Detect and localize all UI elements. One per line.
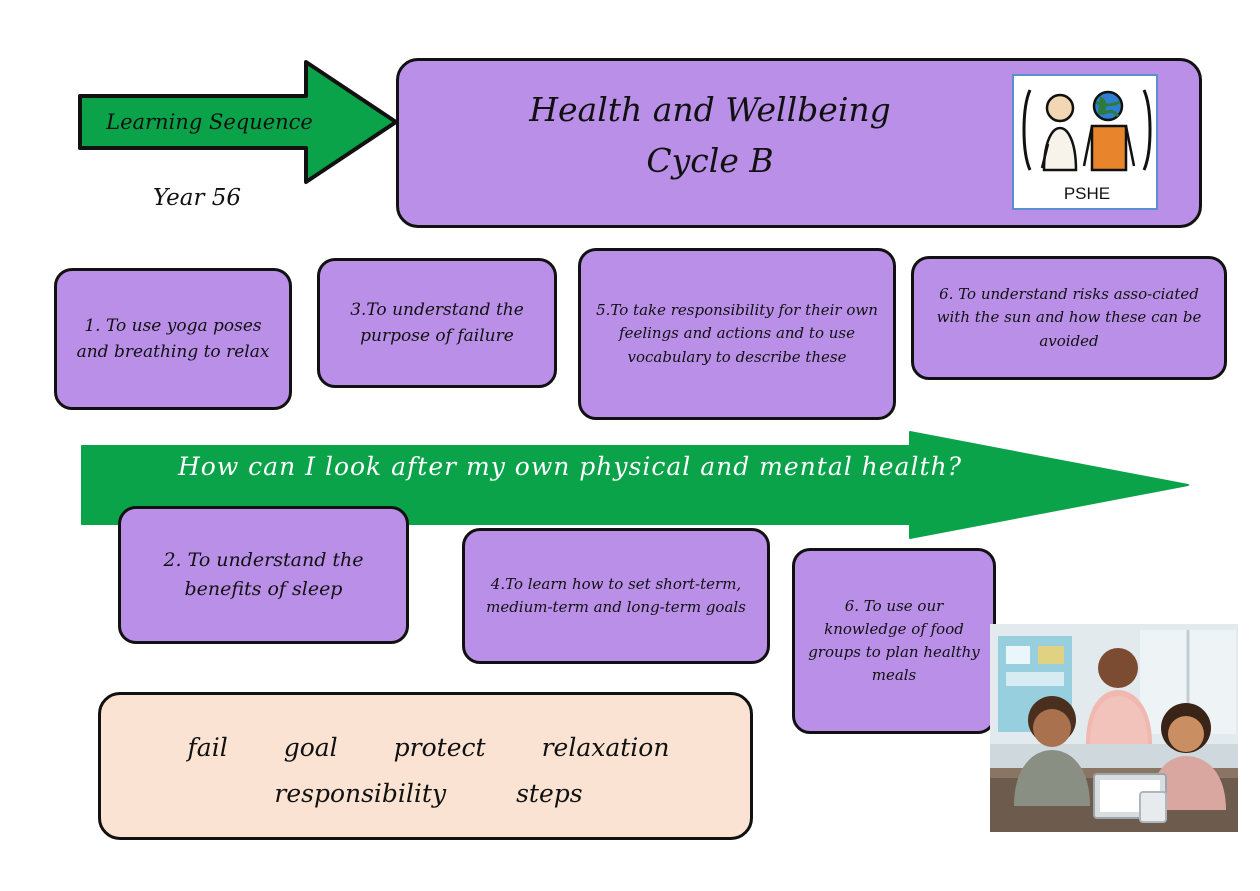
year-label: Year 56: [152, 185, 242, 211]
step-card-3: 3.To understand the purpose of failure: [317, 258, 557, 388]
vocab-word: goal: [283, 733, 338, 762]
pshe-badge-caption: PSHE: [1063, 184, 1111, 203]
pshe-person-globe-icon: [1014, 82, 1160, 178]
step-card-2: 2. To understand the benefits of sleep: [118, 506, 409, 644]
vocabulary-row-2: [101, 779, 756, 808]
vocab-word: fail: [187, 733, 228, 762]
vocab-word: protect: [393, 733, 486, 762]
pshe-badge: [1012, 74, 1158, 210]
title-line-2: Cycle B: [646, 141, 774, 181]
page-title: [430, 84, 990, 186]
title-line-1: Health and Wellbeing: [529, 90, 891, 129]
vocab-word: relaxation: [541, 733, 670, 762]
step-card-5: 5.To take responsibility for their own feelings and actions and to use vocabulary to describe these: [578, 248, 896, 420]
learning-sequence-label: Learning Sequence: [106, 110, 313, 134]
vocabulary-row-1: [101, 733, 756, 762]
vocabulary-box: [98, 692, 753, 840]
step-card-6-food: 6. To use our knowledge of food groups to plan healthy meals: [792, 548, 996, 734]
vocab-word: responsibility: [274, 779, 447, 808]
step-card-1: 1. To use yoga poses and breathing to relax: [54, 268, 292, 410]
step-card-6-sun: 6. To understand risks asso-ciated with the sun and how these can be avoided: [911, 256, 1227, 380]
classroom-photo: [990, 624, 1238, 832]
key-question-text: How can I look after my own physical and mental health?: [177, 452, 963, 481]
step-card-4: 4.To learn how to set short-term, medium-term and long-term goals: [462, 528, 770, 664]
vocab-word: steps: [516, 779, 583, 808]
